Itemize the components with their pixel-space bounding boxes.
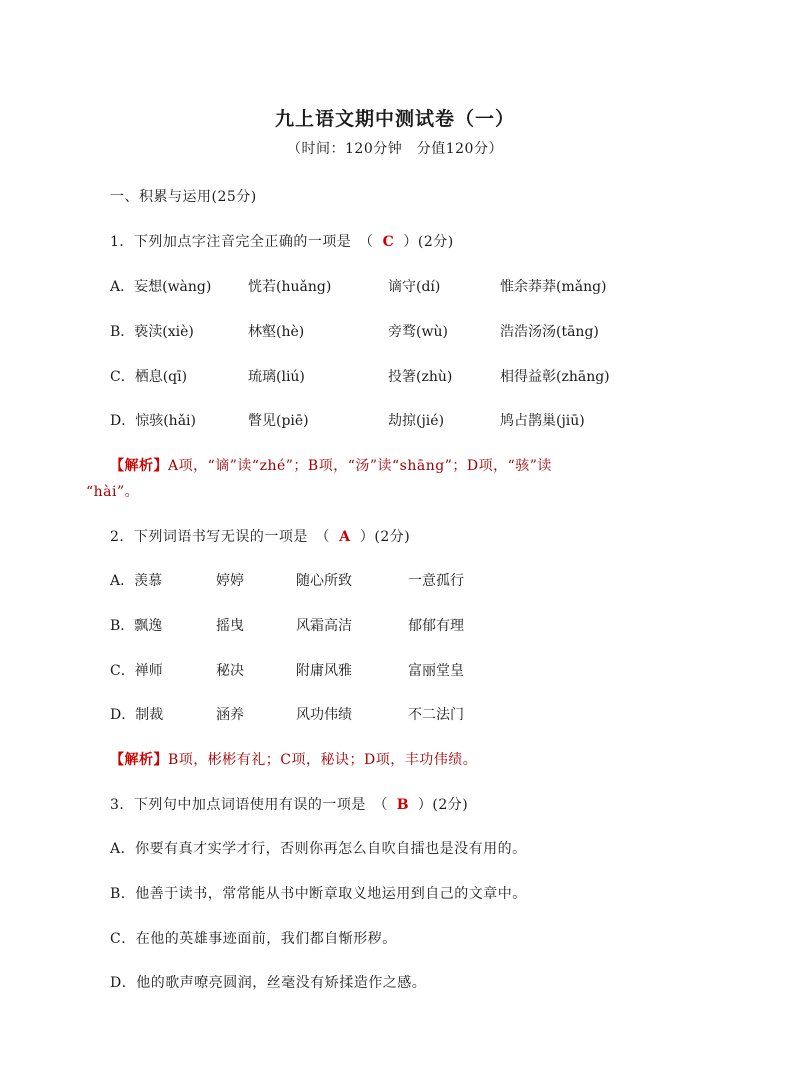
option-word: 秘决 [216, 663, 244, 679]
question-2-stem [110, 526, 410, 546]
option-word: 婷婷 [216, 573, 244, 589]
question-2-answer: A [339, 529, 351, 545]
option-word: 风霜高洁 [296, 618, 352, 634]
option-word: 旁骛(wù) [388, 324, 448, 340]
question-3-option-d: D．他的歌声嘹亮圆润，丝毫没有矫揉造作之感。 [110, 975, 427, 991]
option-word: D．惊骇(hǎi) [110, 413, 196, 429]
question-1-analysis [110, 455, 552, 475]
question-2-analysis [110, 749, 477, 769]
analysis-text: B项，彬彬有礼；C项，秘诀；D项，丰功伟绩。 [168, 752, 478, 768]
option-word: A．妄想(wàng) [110, 279, 212, 295]
analysis-tag: 【解析】 [110, 458, 168, 474]
question-3-stem [110, 794, 468, 814]
option-word: B．亵渎(xiè) [110, 324, 194, 340]
option-word: 富丽堂皇 [408, 663, 464, 679]
analysis-tag: 【解析】 [110, 752, 168, 768]
question-2-score: ）(2分) [359, 529, 411, 545]
option-word: C．栖息(qī) [110, 369, 188, 385]
option-word: 风功伟绩 [296, 707, 352, 723]
question-1-score: ）(2分) [403, 234, 454, 250]
option-word: 惟余莽莽(mǎng) [500, 279, 607, 295]
option-word: 谪守(dí) [388, 279, 441, 295]
option-word: 鸠占鹊巢(jiū) [500, 413, 585, 429]
question-2-text: 2．下列词语书写无误的一项是 （ [110, 529, 330, 545]
question-1-analysis-cont: “hài”。 [86, 484, 140, 500]
option-word: 随心所致 [296, 573, 352, 589]
question-3-text: 3．下列句中加点词语使用有误的一项是 （ [110, 797, 388, 813]
option-word: 恍若(huǎng) [248, 279, 332, 295]
option-word: C．禅师 [110, 663, 163, 679]
option-word: 涵养 [216, 707, 244, 723]
option-word: 瞥见(piē) [248, 413, 309, 429]
option-word: 附庸风雅 [296, 663, 352, 679]
option-word: 琉璃(liú) [248, 369, 305, 385]
section-heading: 一、积累与运用(25分) [110, 189, 257, 205]
question-3-score: ）(2分) [417, 797, 469, 813]
question-1-stem [110, 231, 454, 251]
option-word: 劫掠(jié) [388, 413, 445, 429]
option-word: 一意孤行 [408, 573, 464, 589]
option-word: 浩浩汤汤(tāng) [500, 324, 599, 340]
question-3-option-a: A．你要有真才实学才行，否则你再怎么自吹自擂也是没有用的。 [110, 841, 527, 857]
page-title: 九上语文期中测试卷（一） [274, 108, 515, 130]
question-3-option-c: C．在他的英雄事迹面前，我们都自惭形秽。 [110, 931, 397, 947]
option-word: 不二法门 [408, 707, 464, 723]
analysis-text: A项，“谪”读“zhé”；B项，“汤”读“shāng”；D项，“骇”读 [168, 458, 552, 474]
option-word: 摇曳 [216, 618, 244, 634]
question-1-answer: C [382, 234, 395, 250]
question-3-option-b: B．他善于读书，常常能从书中断章取义地运用到自己的文章中。 [110, 886, 527, 902]
option-word: 投箸(zhù) [388, 369, 453, 385]
option-word: A．羡慕 [110, 573, 163, 589]
option-word: 相得益彰(zhāng) [500, 369, 610, 385]
question-1-text: 1．下列加点字注音完全正确的一项是 （ [110, 234, 374, 250]
page-subtitle: （时间：120分钟 分值120分） [287, 141, 503, 157]
question-3-answer: B [396, 797, 410, 813]
option-word: 林壑(hè) [248, 324, 305, 340]
option-word: D．制裁 [110, 707, 164, 723]
option-word: B．飘逸 [110, 618, 163, 634]
option-word: 郁郁有理 [408, 618, 464, 634]
